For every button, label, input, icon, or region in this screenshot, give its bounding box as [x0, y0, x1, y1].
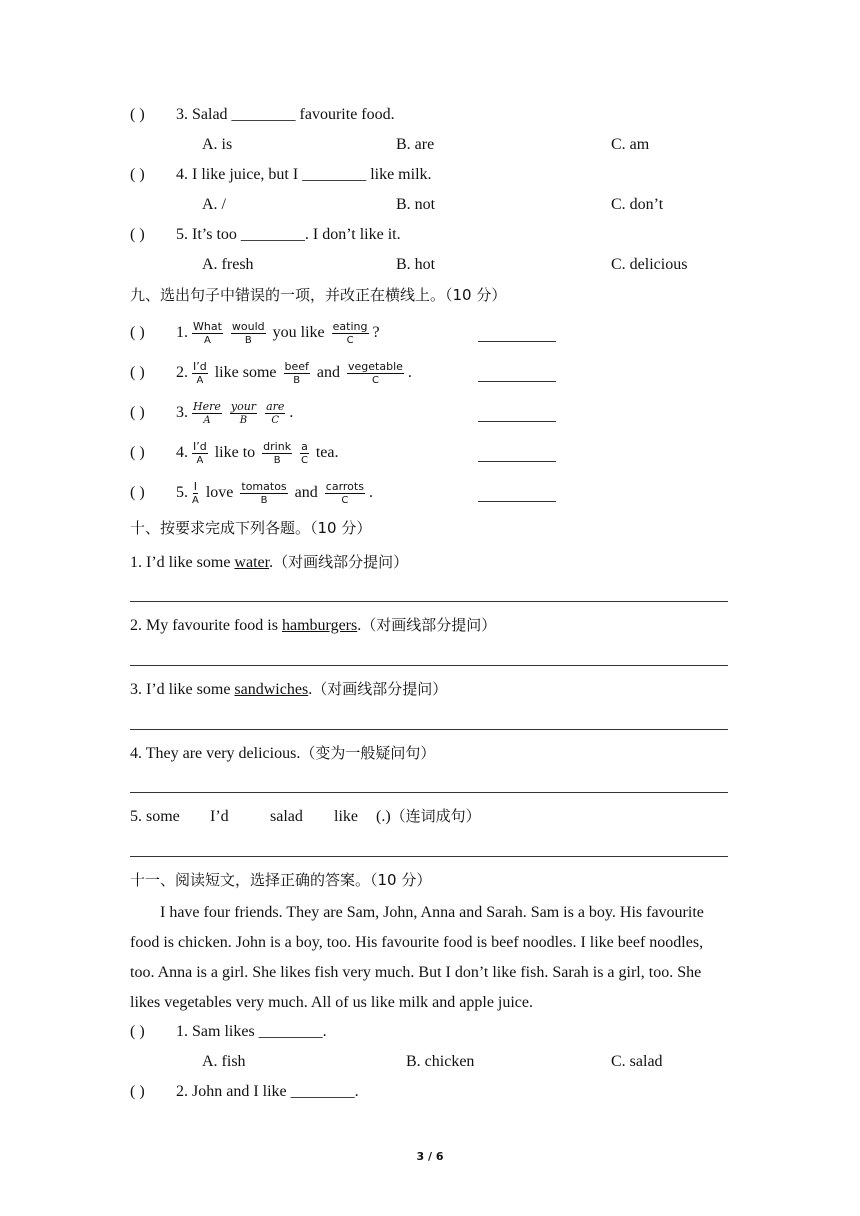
passage-text: I have four friends. They are Sam, John, Anna and Sarah. Sam is a boy. His favourite food is chicken. John is a boy, too. His favourite food is beef noodles. I like beef noodles, too. Anna is a girl. She likes fish very much. But I don’t like fish. Sarah is a girl, too. She likes vegetables very much. All of us like milk and apple juice.	[130, 904, 704, 1011]
sentence-text: ?	[372, 324, 380, 341]
item-number: 1.	[176, 324, 188, 341]
option-letter: C	[371, 374, 379, 386]
section-11-title: 十一、阅读短文，选择正确的答案。（10 分）	[130, 871, 432, 889]
question-8-4	[130, 165, 432, 185]
option-word: tomatos	[241, 479, 287, 493]
question-8-5	[130, 225, 401, 245]
option-word: What	[193, 319, 222, 333]
underlined-option	[192, 440, 208, 467]
underlined-option	[325, 480, 365, 507]
page-number: 3 / 6	[416, 1150, 444, 1163]
answer-paren: ( )	[130, 444, 145, 461]
underlined-word: sandwiches	[234, 681, 309, 698]
answer-line[interactable]	[130, 665, 728, 666]
scrambled-word: (.)	[376, 808, 391, 825]
option-a: A. /	[202, 196, 226, 213]
option-letter: B	[260, 494, 268, 506]
option-word: would	[231, 319, 265, 333]
option-letter: B	[293, 374, 301, 386]
sentence-text: like some	[214, 364, 277, 381]
error-item	[130, 397, 293, 429]
underlined-option	[192, 480, 199, 507]
task-prefix: 2. My favourite food is	[130, 617, 282, 634]
underlined-option	[284, 360, 310, 387]
option-letter: A	[196, 454, 204, 466]
error-item	[130, 477, 373, 509]
option-letter: A	[196, 374, 204, 386]
answer-paren: ( )	[130, 166, 145, 183]
reading-question-2	[130, 1082, 359, 1102]
scrambled-word: some	[146, 808, 180, 825]
option-word: beef	[284, 359, 309, 373]
answer-paren: ( )	[130, 364, 145, 381]
sentence-text: like to	[214, 444, 256, 461]
underlined-word: hamburgers	[281, 617, 358, 634]
answer-paren: ( )	[130, 1023, 145, 1040]
question-stem: 3. Salad ________ favourite food.	[176, 106, 395, 123]
task-prefix: 3. I’d like some	[130, 681, 235, 698]
section-9-title: 九、选出句子中错误的一项，并改正在横线上。（10 分）	[130, 286, 507, 304]
task-prefix: 1. I’d like some	[130, 554, 235, 571]
sentence-text: love	[205, 484, 234, 501]
question-8-3	[130, 105, 395, 125]
correction-blank[interactable]	[478, 461, 556, 462]
item-number: 5.	[176, 484, 188, 501]
answer-paren: ( )	[130, 404, 145, 421]
option-word: carrots	[325, 479, 364, 493]
task-10-1	[130, 552, 408, 573]
reading-question-1	[130, 1022, 327, 1042]
task-note: （对画线部分提问）	[273, 553, 409, 571]
task-number: 5.	[130, 808, 142, 825]
correction-blank[interactable]	[478, 501, 556, 502]
option-letter: A	[203, 414, 211, 426]
underlined-option	[192, 320, 223, 347]
option-letter: B	[239, 414, 248, 426]
task-suffix: .	[269, 554, 274, 571]
answer-paren: ( )	[130, 324, 145, 341]
option-a: A. fresh	[202, 256, 254, 273]
option-c: C. don’t	[611, 196, 664, 213]
underlined-option	[192, 400, 222, 427]
underlined-option	[347, 360, 404, 387]
reading-passage	[130, 898, 730, 1018]
task-10-4	[130, 743, 435, 764]
correction-blank[interactable]	[478, 421, 556, 422]
option-b: B. chicken	[406, 1053, 475, 1070]
underlined-option	[240, 480, 287, 507]
option-a: A. is	[202, 136, 233, 153]
scrambled-word: salad	[270, 808, 303, 825]
underlined-option	[230, 400, 257, 427]
task-note: （对画线部分提问）	[312, 680, 448, 698]
question-stem: 1. Sam likes ________.	[176, 1023, 327, 1040]
answer-paren: ( )	[130, 1083, 145, 1100]
sentence-text: .	[289, 404, 294, 421]
task-10-2	[130, 615, 496, 636]
answer-paren: ( )	[130, 226, 145, 243]
option-b: B. hot	[396, 256, 436, 273]
scrambled-word: I’d	[210, 808, 229, 825]
correction-blank[interactable]	[478, 381, 556, 382]
option-letter: C	[300, 454, 308, 466]
answer-paren: ( )	[130, 484, 145, 501]
sentence-text: you like	[272, 324, 325, 341]
sentence-text: .	[407, 364, 412, 381]
error-item	[130, 357, 412, 389]
task-note: （变为一般疑问句）	[300, 744, 436, 762]
option-letter: C	[271, 414, 280, 426]
option-word: drink	[263, 439, 292, 453]
option-word: your	[230, 399, 257, 413]
option-b: B. not	[396, 196, 436, 213]
sentence-text: and	[316, 364, 340, 381]
task-note: （连词成句）	[390, 807, 481, 825]
correction-blank[interactable]	[478, 341, 556, 342]
option-word: are	[266, 399, 285, 413]
answer-line[interactable]	[130, 856, 728, 857]
option-word: I’d	[193, 439, 207, 453]
underlined-word: water	[234, 554, 270, 571]
task-suffix: .	[357, 617, 362, 634]
item-number: 4.	[176, 444, 188, 461]
underlined-option	[300, 440, 309, 467]
item-number: 2.	[176, 364, 188, 381]
underlined-option	[192, 360, 208, 387]
option-letter: A	[192, 494, 199, 506]
option-letter: C	[346, 334, 354, 346]
option-letter: B	[273, 454, 281, 466]
answer-line[interactable]	[130, 729, 728, 730]
option-letter: A	[204, 334, 211, 346]
option-c: C. delicious	[611, 256, 688, 273]
task-note: （对画线部分提问）	[361, 616, 497, 634]
answer-paren: ( )	[130, 106, 145, 123]
section-10-title: 十、按要求完成下列各题。（10 分）	[130, 519, 372, 537]
item-number: 3.	[176, 404, 188, 421]
question-stem: 4. I like juice, but I ________ like milk.	[176, 166, 432, 183]
option-letter: C	[341, 494, 349, 506]
option-c: C. salad	[611, 1053, 663, 1070]
sentence-text: .	[368, 484, 373, 501]
option-b: B. are	[396, 136, 435, 153]
task-10-5	[130, 806, 481, 827]
sentence-text: tea.	[315, 444, 339, 461]
task-prefix: 4. They are very delicious.	[130, 745, 301, 762]
error-item	[130, 437, 341, 469]
underlined-option	[262, 440, 292, 467]
question-stem: 2. John and I like ________.	[176, 1083, 359, 1100]
option-word: eating	[332, 319, 368, 333]
option-word: vegetable	[348, 359, 403, 373]
error-item	[130, 317, 380, 349]
underlined-option	[332, 320, 369, 347]
answer-line[interactable]	[130, 792, 728, 793]
task-10-3	[130, 679, 447, 700]
underlined-option	[231, 320, 266, 347]
question-stem: 5. It’s too ________. I don’t like it.	[176, 226, 401, 243]
answer-line[interactable]	[130, 601, 728, 602]
underlined-option	[265, 400, 285, 427]
task-suffix: .	[308, 681, 313, 698]
option-word: a	[301, 439, 308, 453]
scrambled-word: like	[334, 808, 358, 825]
option-letter: B	[244, 334, 252, 346]
sentence-text: and	[294, 484, 318, 501]
option-word: I’d	[193, 359, 207, 373]
option-c: C. am	[611, 136, 650, 153]
option-a: A. fish	[202, 1053, 246, 1070]
option-word: I	[193, 479, 198, 493]
option-word: Here	[193, 399, 221, 413]
